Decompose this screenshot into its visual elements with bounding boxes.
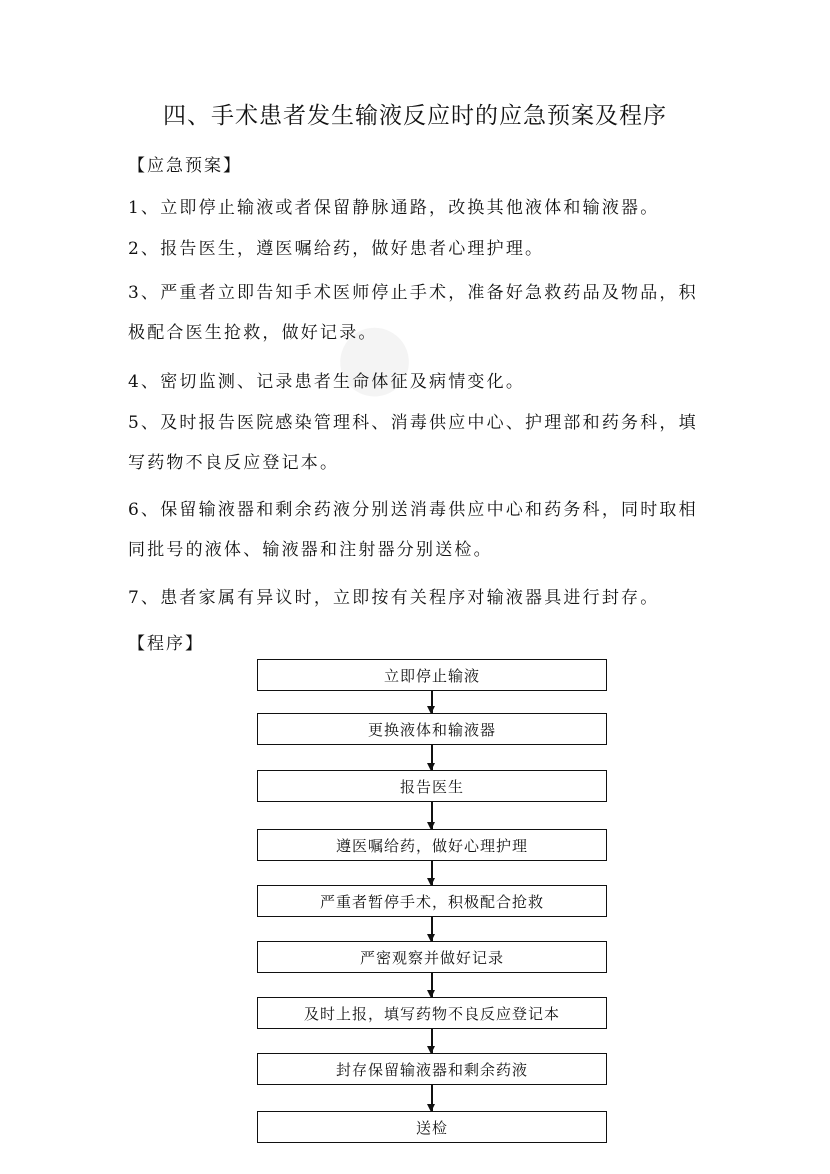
flow-arrow: [431, 745, 433, 770]
plan-item-5: 5、及时报告医院感染管理科、消毒供应中心、护理部和药务科，填写药物不良反应登记本。: [128, 413, 698, 473]
flow-step-9: 送检: [257, 1111, 607, 1143]
plan-heading: 【应急预案】: [128, 156, 242, 176]
flow-step-1: 立即停止输液: [257, 659, 607, 691]
plan-item-4: 4、密切监测、记录患者生命体征及病情变化。: [128, 372, 526, 392]
flow-arrow: [431, 973, 433, 997]
procedure-heading: 【程序】: [128, 634, 204, 654]
flow-arrow: [431, 1085, 433, 1111]
flow-step-5: 严重者暂停手术，积极配合抢救: [257, 885, 607, 917]
plan-item-3: 3、严重者立即告知手术医师停止手术，准备好急救药品及物品，积极配合医生抢救，做好记录。: [128, 283, 698, 343]
flow-arrow: [431, 802, 433, 829]
plan-item-1: 1、立即停止输液或者保留静脉通路，改换其他液体和输液器。: [128, 198, 660, 218]
page-title: 四、手术患者发生输液反应时的应急预案及程序: [163, 103, 667, 129]
flow-arrow: [431, 1029, 433, 1053]
flow-arrow: [431, 917, 433, 941]
flow-arrow: [431, 691, 433, 713]
flow-step-8: 封存保留输液器和剩余药液: [257, 1053, 607, 1085]
plan-item-2: 2、报告医生，遵医嘱给药，做好患者心理护理。: [128, 239, 545, 259]
flow-step-2: 更换液体和输液器: [257, 713, 607, 745]
flow-step-6: 严密观察并做好记录: [257, 941, 607, 973]
flow-arrow: [431, 861, 433, 885]
plan-item-7: 7、患者家属有异议时，立即按有关程序对输液器具进行封存。: [128, 588, 660, 608]
flow-step-3: 报告医生: [257, 770, 607, 802]
flow-step-7: 及时上报，填写药物不良反应登记本: [257, 997, 607, 1029]
flow-step-4: 遵医嘱给药，做好心理护理: [257, 829, 607, 861]
plan-item-6: 6、保留输液器和剩余药液分别送消毒供应中心和药务科，同时取相同批号的液体、输液器和注射器分别送检。: [128, 500, 698, 560]
